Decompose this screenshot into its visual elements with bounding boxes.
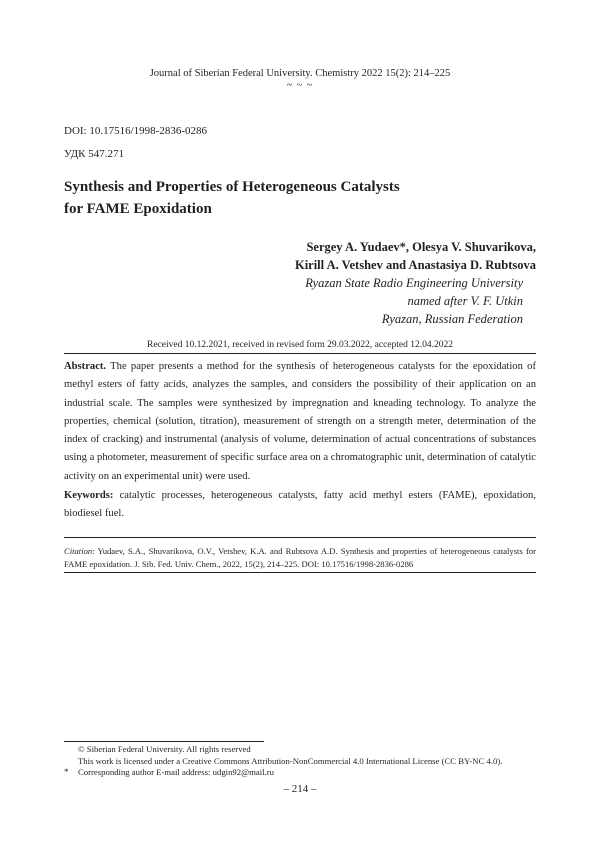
footnote-star: * xyxy=(64,767,69,777)
copyright-note: © Siberian Federal University. All rights reserved xyxy=(78,744,251,754)
paper-title xyxy=(64,176,524,220)
abstract-top-rule xyxy=(64,353,536,354)
authors-line-1: Sergey A. Yudaev*, Olesya V. Shuvarikova, xyxy=(306,240,536,254)
journal-header: Journal of Siberian Federal University. Chemistry 2022 15(2): 214–225 xyxy=(149,68,451,79)
affiliation-line-1: Ryazan State Radio Engineering University xyxy=(305,276,523,290)
doi: DOI: 10.17516/1998-2836-0286 xyxy=(64,125,207,137)
received-dates: Received 10.12.2021, received in revised form 29.03.2022, accepted 12.04.2022 xyxy=(146,340,454,350)
authors-line-2: Kirill A. Vetshev and Anastasiya D. Rubtsova xyxy=(294,258,536,272)
udk-code: УДК 547.271 xyxy=(64,148,125,160)
page-number: – 214 – xyxy=(283,783,317,795)
title-line-1: Synthesis and Properties of Heterogeneous Catalysts xyxy=(64,179,400,195)
affiliation-line-2: named after V. F. Utkin xyxy=(407,294,523,308)
footnote-rule xyxy=(64,741,264,742)
citation-text: : Yudaev, S.A., Shuvarikova, O.V., Vetshev, K.A. and Rubtsova A.D. Synthesis and properties of heterogeneous catalysts for FAME epoxidation. J. Sib. Fed. Univ. Chem., 2022, 15(2), 214–225. DOI: 10.17516/1998-2836-0286 xyxy=(64,546,536,569)
affiliation-line-3: Ryazan, Russian Federation xyxy=(381,312,523,326)
citation xyxy=(64,545,536,571)
license-note: This work is licensed under a Creative Commons Attribution-NonCommercial 4.0 International License (CC BY-NC 4.0). xyxy=(78,756,503,766)
abstract-text: The paper presents a method for the synthesis of heterogeneous catalysts for the epoxidation of methyl esters of fatty acids, analyzes the samples, and considers the possibility of their application on an industrial scale. The samples were synthesized by impregnation and kneading technology. To analyze the properties, chemical (solution, titration), measurement of strength on a strength meter, determination of the index of cracking) and instrumental (analysis of volume, determination of actual concentrations of substances using a photometer, measurement of specific surface area on a chromatographic unit, determination of catalytic activity on an experimental unit) were used. xyxy=(64,361,536,482)
keywords xyxy=(64,487,536,524)
abstract-label: Abstract. xyxy=(64,361,107,372)
keywords-text: catalytic processes, heterogeneous catalysts, fatty acid methyl esters (FAME), epoxidation, biodiesel fuel. xyxy=(64,490,536,520)
citation-bottom-rule xyxy=(64,572,536,573)
citation-label: Citation xyxy=(64,546,93,556)
header-separator: ~ ~ ~ xyxy=(286,80,314,91)
keywords-label: Keywords: xyxy=(64,490,114,501)
affiliation xyxy=(163,274,523,328)
corresponding-author-note: Corresponding author E-mail address: udgin92@mail.ru xyxy=(78,767,274,777)
abstract xyxy=(64,358,536,486)
title-line-2: for FAME Epoxidation xyxy=(64,201,212,217)
citation-top-rule xyxy=(64,537,536,538)
authors xyxy=(176,238,536,274)
